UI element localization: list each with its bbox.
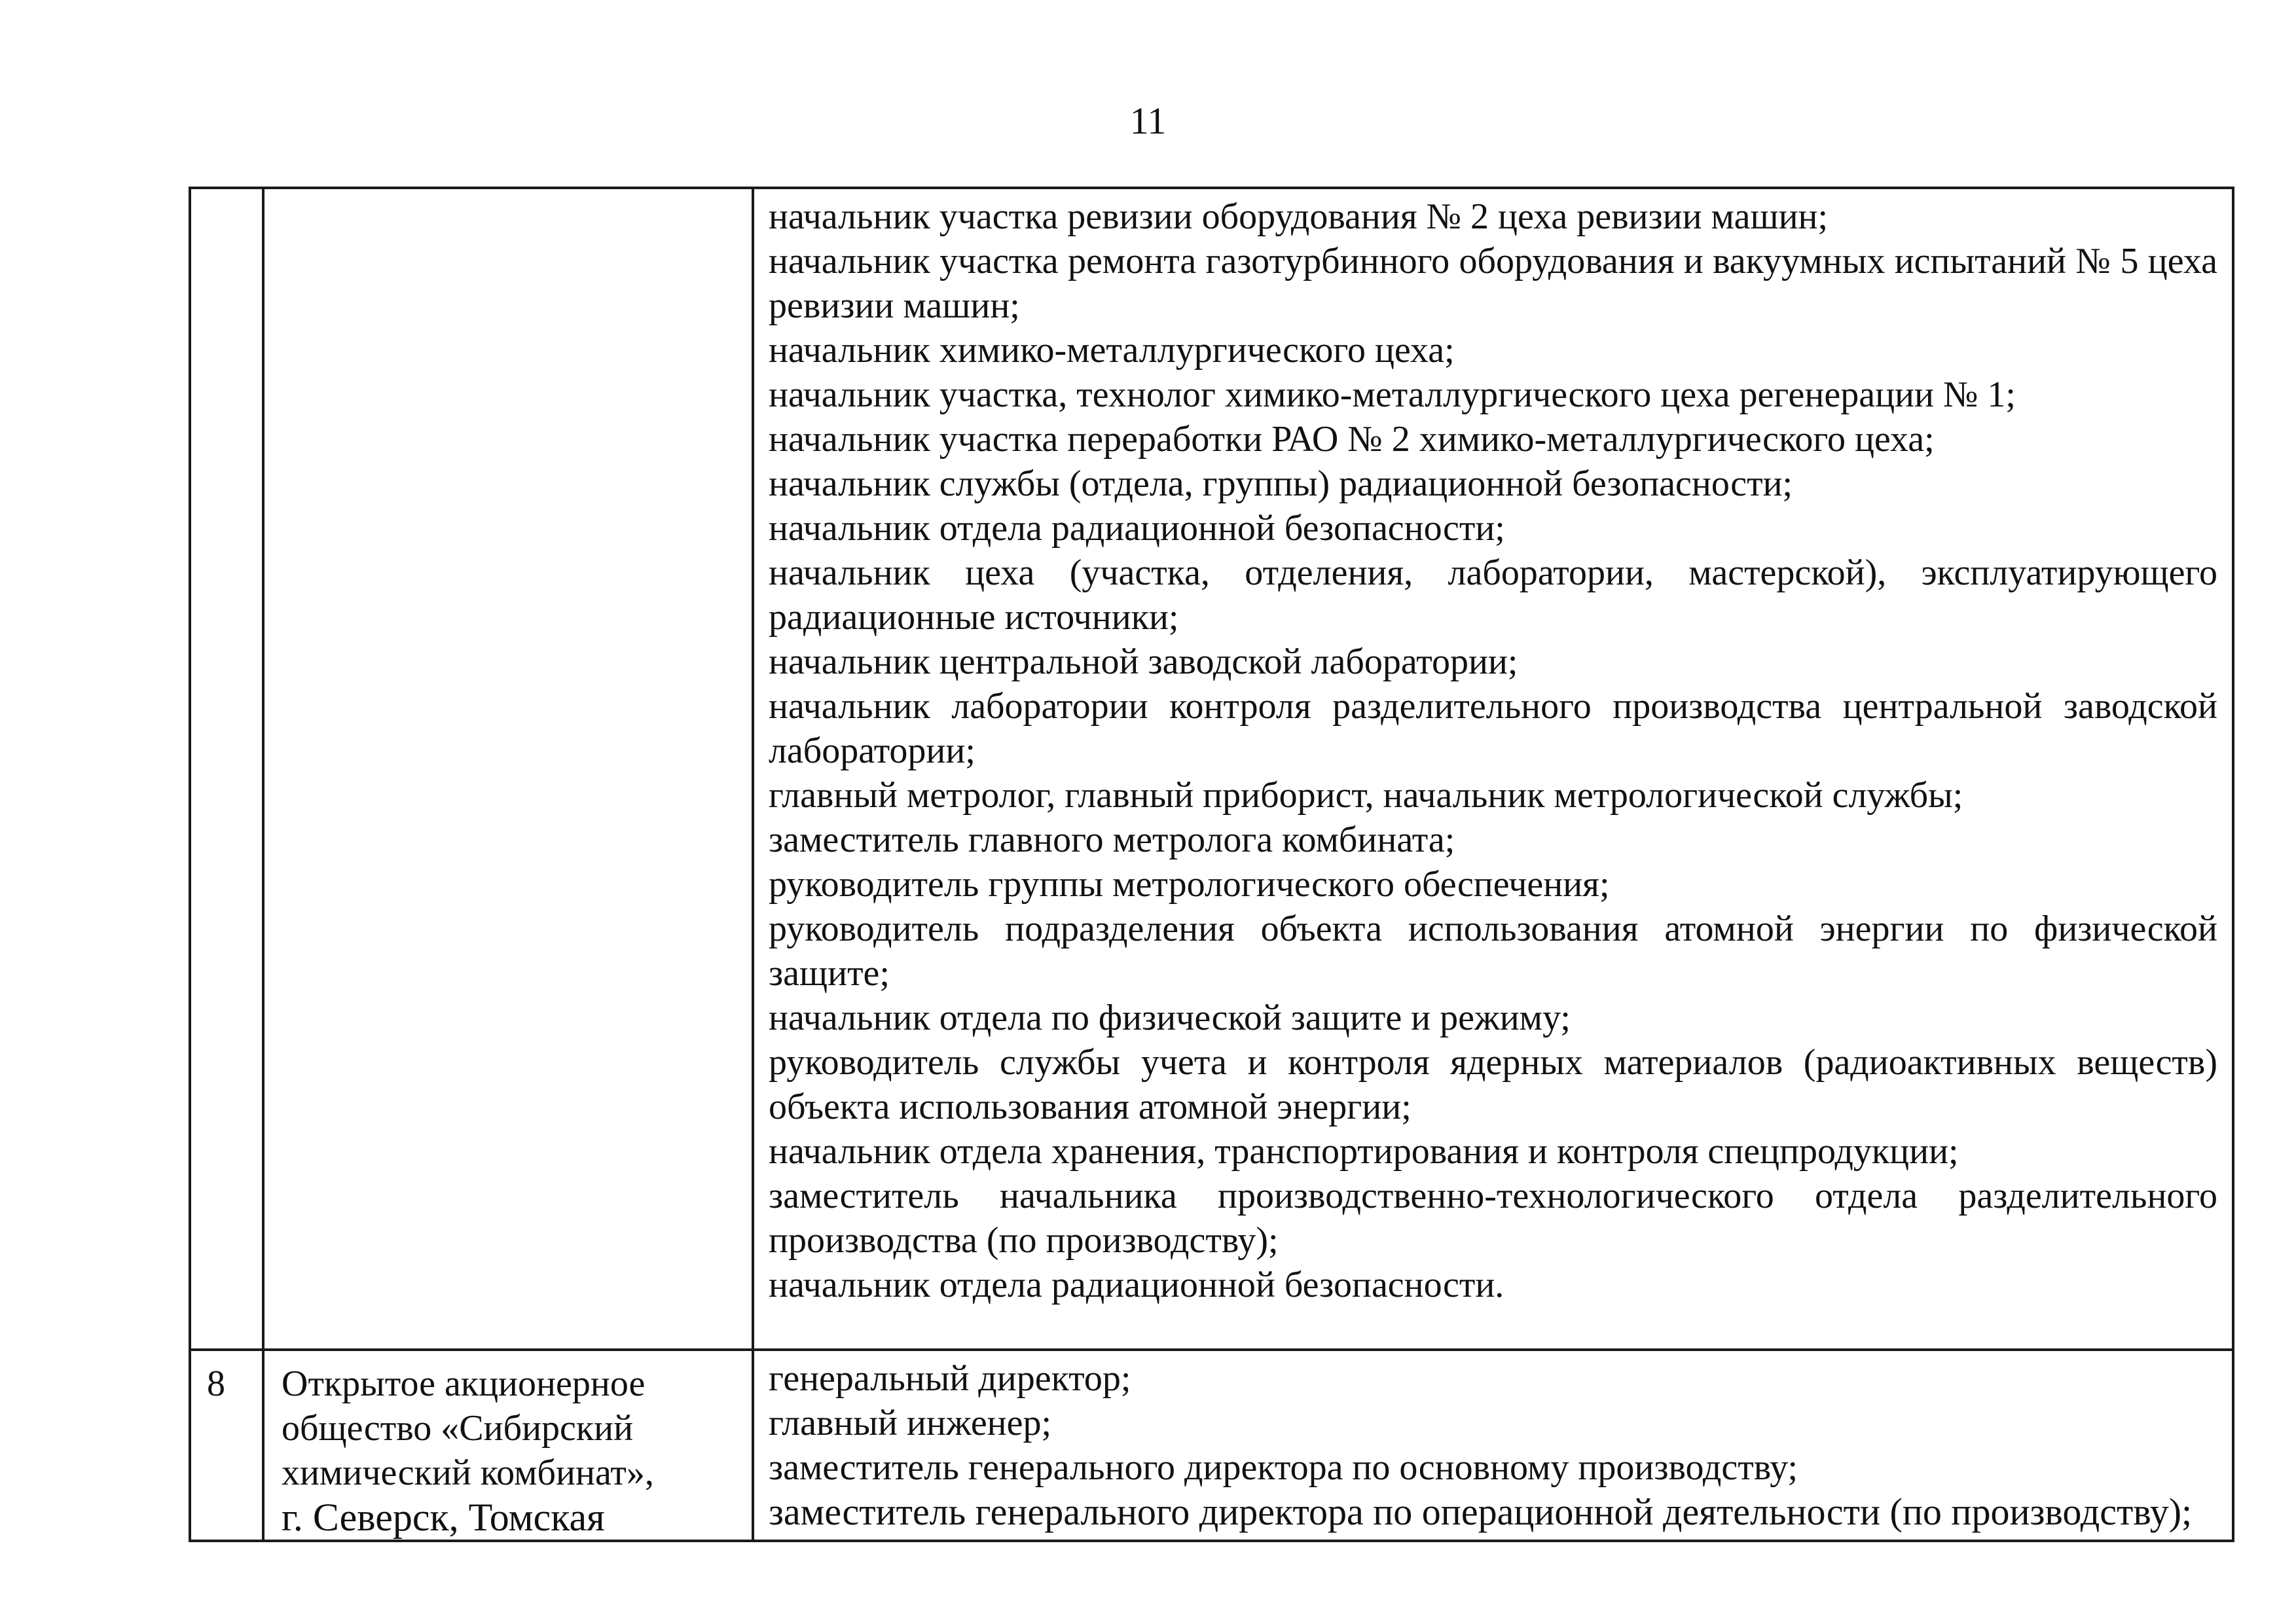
positions-cell — [753, 1350, 2233, 1541]
organization-line: общество «Сибирский — [282, 1408, 634, 1449]
position-item: заместитель генерального директора по основному производству; — [769, 1447, 1798, 1488]
position-item: заместитель генерального директора по операционной деятельности (по производству); — [769, 1490, 2193, 1533]
table-row-continued — [190, 188, 2233, 1350]
organization-cell — [263, 188, 753, 1350]
position-item: руководитель группы метрологического обеспечения; — [769, 864, 1610, 905]
position-item: начальник центральной заводской лаборатории; — [769, 641, 1518, 682]
positions-table — [189, 187, 2234, 1542]
position-item: генеральный директор; — [769, 1358, 1131, 1399]
position-item: начальник отдела по физической защите и режиму; — [769, 998, 1571, 1038]
position-item: главный метролог, главный приборист, начальник метрологической службы; — [769, 775, 1963, 816]
position-item: главный инженер; — [769, 1403, 1052, 1443]
position-item: начальник участка, технолог химико-металлургического цеха регенерации № 1; — [769, 374, 2016, 415]
position-item: начальник лаборатории контроля разделительного производства центральной заводской лаборатории; — [769, 686, 2217, 771]
positions-cell — [753, 188, 2233, 1350]
row-number-cell — [190, 188, 263, 1350]
position-item: начальник участка ревизии оборудования № 2 цеха ревизии машин; — [769, 196, 1829, 237]
organization-line: Открытое акционерное — [282, 1363, 646, 1404]
position-item: начальник отдела хранения, транспортирования и контроля спецпродукции; — [769, 1131, 1959, 1172]
position-item: начальник отдела радиационной безопасности. — [769, 1265, 1504, 1305]
position-item: руководитель службы учета и контроля ядерных материалов (радиоактивных веществ) объекта использования атомной энергии; — [769, 1042, 2217, 1127]
page-number: 11 — [1129, 99, 1167, 142]
position-item: начальник отдела радиационной безопасности; — [769, 508, 1505, 549]
position-item: начальник участка переработки РАО № 2 химико-металлургического цеха; — [769, 419, 1935, 460]
position-item: заместитель начальника производственно-технологического отдела разделительного производства (по производству); — [769, 1176, 2217, 1261]
position-item: начальник химико-металлургического цеха; — [769, 330, 1455, 370]
position-item: заместитель главного метролога комбината; — [769, 820, 1455, 860]
position-item: начальник цеха (участка, отделения, лаборатории, мастерской), эксплуатирующего радиационные источники; — [769, 552, 2217, 638]
organization-cell — [263, 1350, 753, 1541]
position-item: руководитель подразделения объекта использования атомной энергии по физической защите; — [769, 909, 2217, 994]
position-item: начальник службы (отдела, группы) радиационной безопасности; — [769, 463, 1793, 504]
organization-line: г. Северск, Томская — [282, 1496, 605, 1539]
position-item: начальник участка ремонта газотурбинного оборудования и вакуумных испытаний № 5 цеха ревизии машин; — [769, 241, 2217, 326]
row-number-cell: 8 — [190, 1350, 263, 1541]
table-row-8 — [190, 1350, 2233, 1541]
organization-line: химический комбинат», — [282, 1453, 654, 1493]
